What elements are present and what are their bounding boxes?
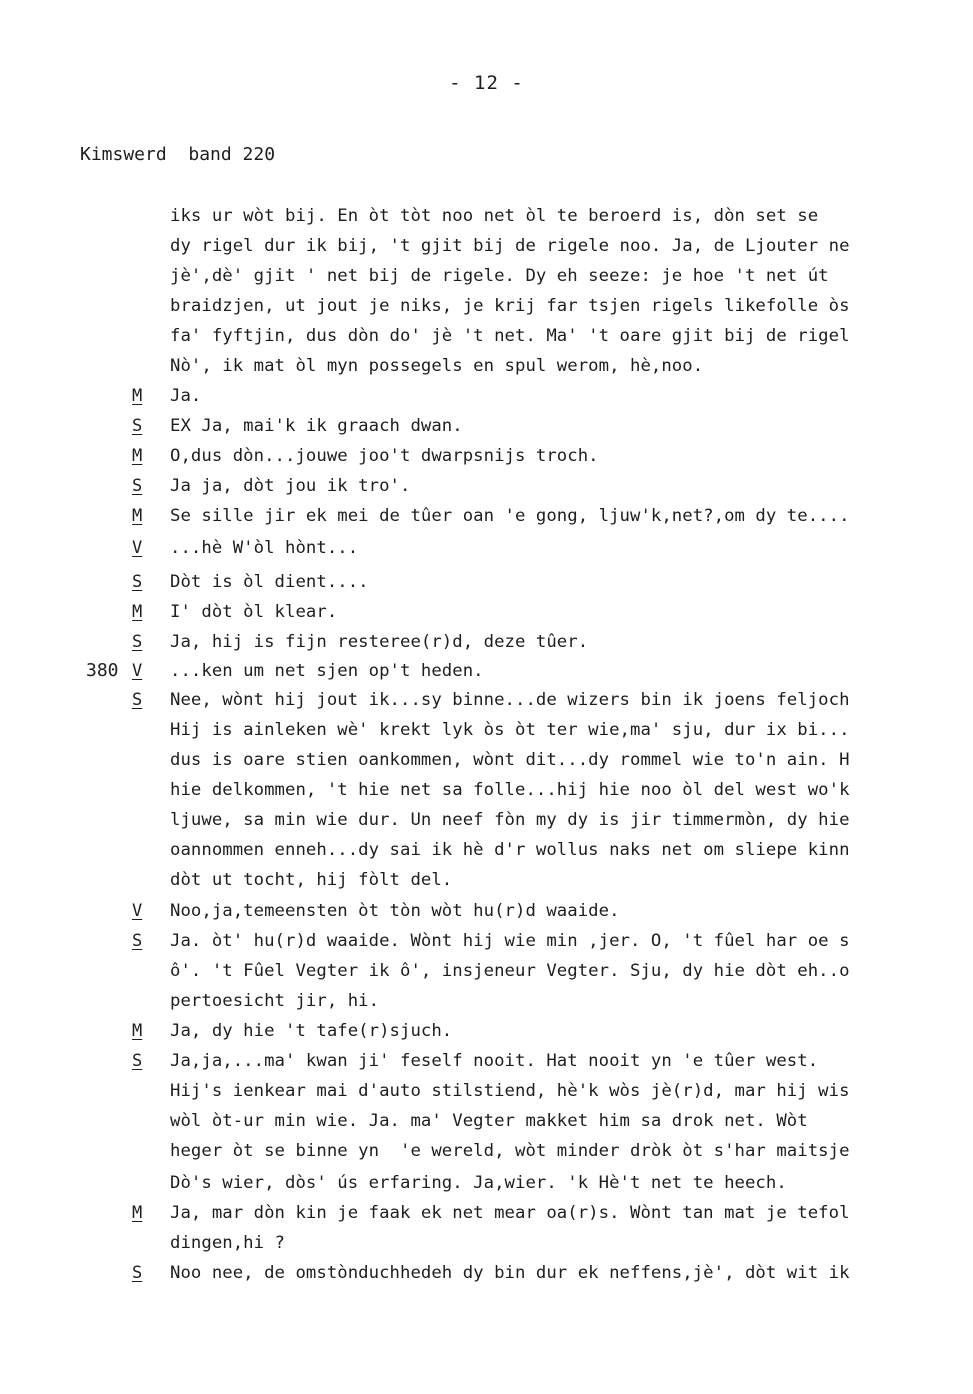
transcript-line: [0, 1048, 973, 1074]
speaker-label: V: [132, 538, 143, 558]
line-text: Ja ja, dòt jou ik tro'.: [170, 476, 411, 496]
transcript-line: [0, 658, 973, 684]
transcript-line: [0, 807, 973, 833]
transcript-line: [0, 1260, 973, 1286]
line-text: oannommen enneh...dy sai ik hè d'r wollus naks net om sliepe kinn: [170, 840, 850, 860]
transcript-line: [0, 535, 973, 561]
transcript-line: [0, 353, 973, 379]
transcript-line: [0, 473, 973, 499]
transcript-line: [0, 898, 973, 924]
transcript-line: [0, 988, 973, 1014]
line-text: Dò's wier, dòs' ús erfaring. Ja,wier. 'k Hè't net te heech.: [170, 1173, 787, 1193]
line-text: Se sille jir ek mei de tûer oan 'e gong, ljuw'k,net?,om dy te....: [170, 506, 850, 526]
line-text: Ja. òt' hu(r)d waaide. Wònt hij wie min ,jer. O, 't fûel har oe s: [170, 931, 850, 951]
speaker-label: M: [132, 602, 143, 622]
line-text: fa' fyftjin, dus dòn do' jè 't net. Ma' 't oare gjit bij de rigel: [170, 326, 850, 346]
speaker-label: S: [132, 690, 143, 710]
line-text: Noo nee, de omstònduchhedeh dy bin dur ek neffens,jè', dòt wit ik: [170, 1263, 850, 1283]
line-text: I' dòt òl klear.: [170, 602, 338, 622]
transcript-line: [0, 443, 973, 469]
line-text: jè',dè' gjit ' net bij de rigele. Dy eh seeze: je hoe 't net út: [170, 266, 829, 286]
speaker-label: S: [132, 632, 143, 652]
line-text: EX Ja, mai'k ik graach dwan.: [170, 416, 463, 436]
speaker-label: S: [132, 1263, 143, 1283]
line-text: ...hè W'òl hònt...: [170, 538, 359, 558]
line-text: Hij's ienkear mai d'auto stilstiend, hè'k wòs jè(r)d, mar hij wis: [170, 1081, 850, 1101]
transcript-line: [0, 263, 973, 289]
transcript-line: [0, 383, 973, 409]
transcript-line: [0, 928, 973, 954]
transcript-line: [0, 777, 973, 803]
transcript-line: [0, 233, 973, 259]
speaker-label: S: [132, 1051, 143, 1071]
transcript-line: [0, 1078, 973, 1104]
transcript-line: [0, 867, 973, 893]
transcript-line: [0, 717, 973, 743]
speaker-label: M: [132, 446, 143, 466]
line-text: iks ur wòt bij. En òt tòt noo net òl te beroerd is, dòn set se: [170, 206, 819, 226]
document-header: Kimswerd band 220: [80, 144, 276, 165]
line-text: Dòt is òl dient....: [170, 572, 369, 592]
line-text: Ja, mar dòn kin je faak ek net mear oa(r)s. Wònt tan mat je tefol: [170, 1203, 850, 1223]
transcript-line: [0, 687, 973, 713]
transcript-line: [0, 1170, 973, 1196]
line-text: Hij is ainleken wè' krekt lyk òs òt ter wie,ma' sju, dur ix bi...: [170, 720, 850, 740]
line-text: ô'. 't Fûel Vegter ik ô', insjeneur Vegter. Sju, dy hie dòt eh..o: [170, 961, 850, 981]
transcript-line: [0, 413, 973, 439]
line-text: ...ken um net sjen op't heden.: [170, 661, 484, 681]
line-text: dy rigel dur ik bij, 't gjit bij de rigele noo. Ja, de Ljouter ne: [170, 236, 850, 256]
page-number: - 12 -: [449, 72, 524, 94]
transcript-line: [0, 1200, 973, 1226]
speaker-label: S: [132, 476, 143, 496]
line-text: Ja, dy hie 't tafe(r)sjuch.: [170, 1021, 453, 1041]
speaker-label: M: [132, 506, 143, 526]
transcript-line: [0, 1018, 973, 1044]
line-text: dòt ut tocht, hij fòlt del.: [170, 870, 453, 890]
line-text: hie delkommen, 't hie net sa folle...hij hie noo òl del west wo'k: [170, 780, 850, 800]
line-text: ljuwe, sa min wie dur. Un neef fòn my dy is jir timmermòn, dy hie: [170, 810, 850, 830]
line-text: Ja,ja,...ma' kwan ji' feself nooit. Hat nooit yn 'e tûer west.: [170, 1051, 819, 1071]
line-text: O,dus dòn...jouwe joo't dwarpsnijs troch.: [170, 446, 599, 466]
line-text: braidzjen, ut jout je niks, je krij far tsjen rigels likefolle òs: [170, 296, 850, 316]
line-text: Ja, hij is fijn resteree(r)d, deze tûer.: [170, 632, 589, 652]
speaker-label: M: [132, 1021, 143, 1041]
transcript-line: [0, 569, 973, 595]
transcript-line: [0, 747, 973, 773]
line-text: pertoesicht jir, hi.: [170, 991, 380, 1011]
line-text: Nee, wònt hij jout ik...sy binne...de wizers bin ik joens feljoch: [170, 690, 850, 710]
speaker-label: M: [132, 1203, 143, 1223]
speaker-label: V: [132, 661, 143, 681]
speaker-label: S: [132, 572, 143, 592]
line-text: Nò', ik mat òl myn possegels en spul werom, hè,noo.: [170, 356, 704, 376]
transcript-line: [0, 1108, 973, 1134]
transcript-line: [0, 837, 973, 863]
transcript-line: [0, 503, 973, 529]
line-number: 380: [86, 660, 119, 681]
transcript-line: [0, 1138, 973, 1164]
speaker-label: V: [132, 901, 143, 921]
speaker-label: S: [132, 416, 143, 436]
transcript-line: [0, 203, 973, 229]
transcript-line: [0, 293, 973, 319]
line-text: dus is oare stien oankommen, wònt dit...dy rommel wie to'n ain. H: [170, 750, 850, 770]
transcript-line: [0, 629, 973, 655]
transcript-line: [0, 323, 973, 349]
line-text: Ja.: [170, 386, 202, 406]
line-text: Noo,ja,temeensten òt tòn wòt hu(r)d waaide.: [170, 901, 620, 921]
transcript-line: [0, 958, 973, 984]
line-text: wòl òt-ur min wie. Ja. ma' Vegter makket him sa drok net. Wòt: [170, 1111, 808, 1131]
line-text: dingen,hi ?: [170, 1233, 285, 1253]
speaker-label: S: [132, 931, 143, 951]
transcript-line: [0, 1230, 973, 1256]
speaker-label: M: [132, 386, 143, 406]
line-text: heger òt se binne yn 'e wereld, wòt minder dròk òt s'har maitsje: [170, 1141, 850, 1161]
transcript-line: [0, 599, 973, 625]
